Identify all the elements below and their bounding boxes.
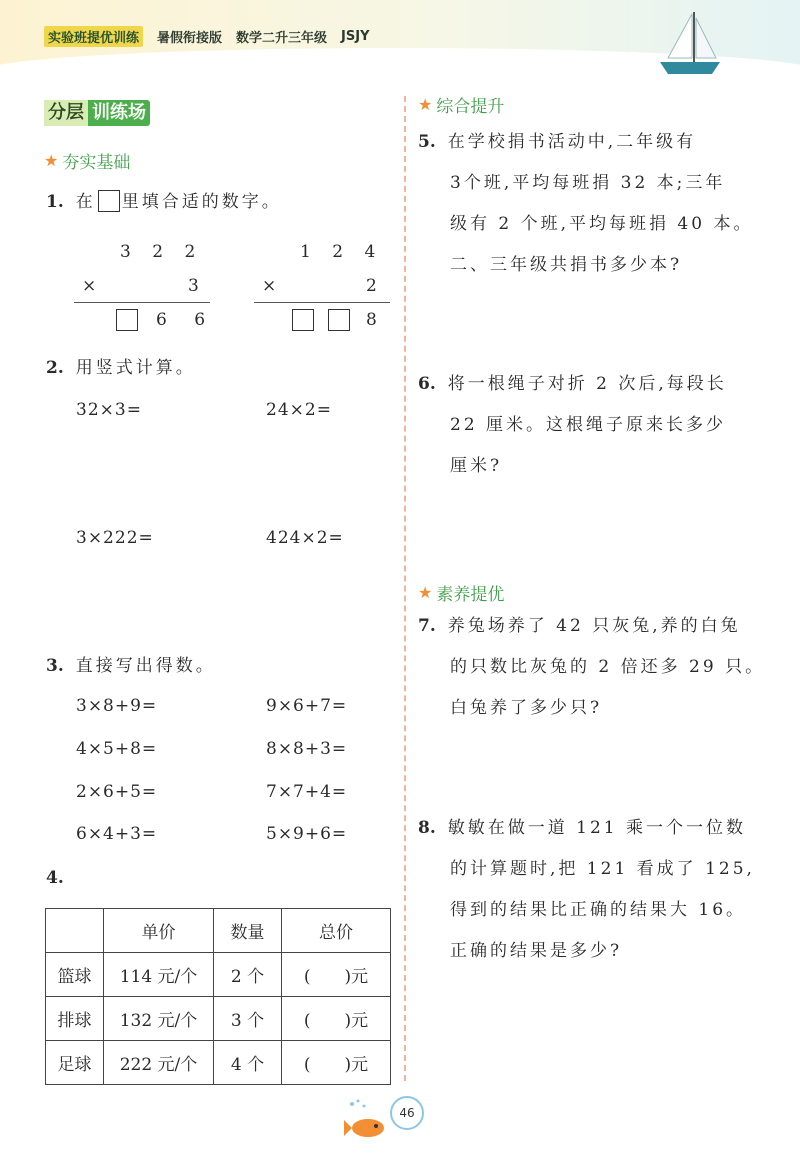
answer-box[interactable] <box>328 309 350 331</box>
question-2 <box>46 348 196 389</box>
calc-item: 24×2= <box>266 400 332 420</box>
calc-item: 5×9+6= <box>266 824 348 844</box>
question-text: 在学校捐书活动中,二年级有 <box>447 132 697 152</box>
table-cell: 222 元/个 <box>104 1041 214 1085</box>
question-8 <box>418 808 778 972</box>
question-text: 的只数比灰兔的 2 倍还多 29 只。 <box>450 657 766 677</box>
vertical-top-number: 1 2 4 <box>300 242 384 262</box>
table-cell: 足球 <box>46 1041 104 1085</box>
question-text: 二、三年级共捐书多少本? <box>450 255 683 275</box>
table-cell: 篮球 <box>46 953 104 997</box>
question-text: 白兔养了多少只? <box>450 698 603 718</box>
answer-cell[interactable]: ( )元 <box>282 953 391 997</box>
answer-box[interactable] <box>98 190 120 212</box>
question-1 <box>46 182 282 223</box>
section-basic-label: 夯实基础 <box>62 153 131 173</box>
result-digits: 8 <box>366 310 377 330</box>
question-6 <box>418 364 778 487</box>
question-3 <box>46 646 216 687</box>
table-cell: 2 个 <box>214 953 282 997</box>
table-cell: 3 个 <box>214 997 282 1041</box>
calc-item: 9×6+7= <box>266 696 348 716</box>
question-number: 3. <box>46 656 64 676</box>
calc-item: 424×2= <box>266 528 344 548</box>
subject-label: 数学二升三年级 <box>236 30 328 46</box>
question-text: 22 厘米。这根绳子原来长多少 <box>450 415 727 435</box>
answer-cell[interactable]: ( )元 <box>282 997 391 1041</box>
section-literacy-label: 素养提优 <box>436 585 505 605</box>
vertical-top-number: 3 2 2 <box>120 242 204 262</box>
layer-tag-part1: 分层 <box>44 100 88 126</box>
question-number: 7. <box>418 616 436 636</box>
question-4 <box>46 858 76 899</box>
calc-item: 3×222= <box>76 528 154 548</box>
table-cell: 114 元/个 <box>104 953 214 997</box>
multiplier: 2 <box>366 276 377 296</box>
edition-label: 暑假衔接版 <box>157 30 223 46</box>
column-divider <box>404 96 406 1081</box>
question-number: 6. <box>418 374 436 394</box>
question-text: 3个班,平均每班捐 32 本;三年 <box>450 173 726 193</box>
layer-tag-part2: 训练场 <box>88 100 150 126</box>
header-title <box>44 26 370 46</box>
table-row <box>46 953 391 997</box>
question-number: 1. <box>46 192 64 212</box>
calc-item: 4×5+8= <box>76 739 158 759</box>
calc-item: 2×6+5= <box>76 782 158 802</box>
calc-item: 7×7+4= <box>266 782 348 802</box>
question-number: 8. <box>418 818 436 838</box>
star-icon: ★ <box>44 151 59 170</box>
star-icon: ★ <box>418 95 433 114</box>
question-text: 厘米? <box>450 456 503 476</box>
calc-item: 8×8+3= <box>266 739 348 759</box>
question-number: 4. <box>46 868 64 888</box>
question-text: 直接写出得数。 <box>75 656 216 676</box>
table-cell: 排球 <box>46 997 104 1041</box>
section-literacy <box>418 580 504 605</box>
question-text: 养兔场养了 42 只灰兔,养的白兔 <box>447 616 741 636</box>
table-row <box>46 997 391 1041</box>
result-digits: 6 6 <box>156 310 217 330</box>
question-text: 在 <box>75 192 96 212</box>
question-text: 用竖式计算。 <box>75 358 196 378</box>
vertical-line <box>74 302 210 303</box>
page-header <box>0 0 800 80</box>
question-number: 5. <box>418 132 436 152</box>
section-comprehensive-label: 综合提升 <box>436 97 505 117</box>
table-header-row <box>46 909 391 953</box>
question-7 <box>418 606 778 729</box>
question-text: 正确的结果是多少? <box>450 941 623 961</box>
calc-item: 6×4+3= <box>76 824 158 844</box>
answer-box[interactable] <box>116 309 138 331</box>
star-icon: ★ <box>418 583 433 602</box>
question-text: 得到的结果比正确的结果大 16。 <box>450 900 747 920</box>
calc-item: 32×3= <box>76 400 142 420</box>
table-header-cell: 单价 <box>104 909 214 953</box>
section-comprehensive <box>418 92 504 117</box>
times-sign: × <box>82 276 97 296</box>
question-5 <box>418 122 778 286</box>
table-header-cell <box>46 909 104 953</box>
vertical-line <box>254 302 390 303</box>
table-cell: 4 个 <box>214 1041 282 1085</box>
code-label: JSJY <box>341 28 370 44</box>
question-text: 的计算题时,把 121 看成了 125, <box>450 859 755 879</box>
table-cell: 132 元/个 <box>104 997 214 1041</box>
answer-cell[interactable]: ( )元 <box>282 1041 391 1085</box>
multiplier: 3 <box>188 276 199 296</box>
fish-icon <box>344 1098 396 1140</box>
question-number: 2. <box>46 358 64 378</box>
layer-training-tag <box>44 100 150 126</box>
page-number: 46 <box>390 1096 424 1130</box>
question-text: 里填合适的数字。 <box>121 192 282 212</box>
series-badge: 实验班提优训练 <box>44 26 143 47</box>
question-text: 级有 2 个班,平均每班捐 40 本。 <box>450 214 754 234</box>
question-text: 敏敏在做一道 121 乘一个一位数 <box>447 818 747 838</box>
times-sign: × <box>262 276 277 296</box>
price-table <box>45 908 391 1085</box>
answer-box[interactable] <box>292 309 314 331</box>
sailboat-icon <box>658 8 722 78</box>
table-header-cell: 数量 <box>214 909 282 953</box>
table-header-cell: 总价 <box>282 909 391 953</box>
calc-item: 3×8+9= <box>76 696 158 716</box>
table-row <box>46 1041 391 1085</box>
section-basic <box>44 148 130 173</box>
question-text: 将一根绳子对折 2 次后,每段长 <box>447 374 727 394</box>
